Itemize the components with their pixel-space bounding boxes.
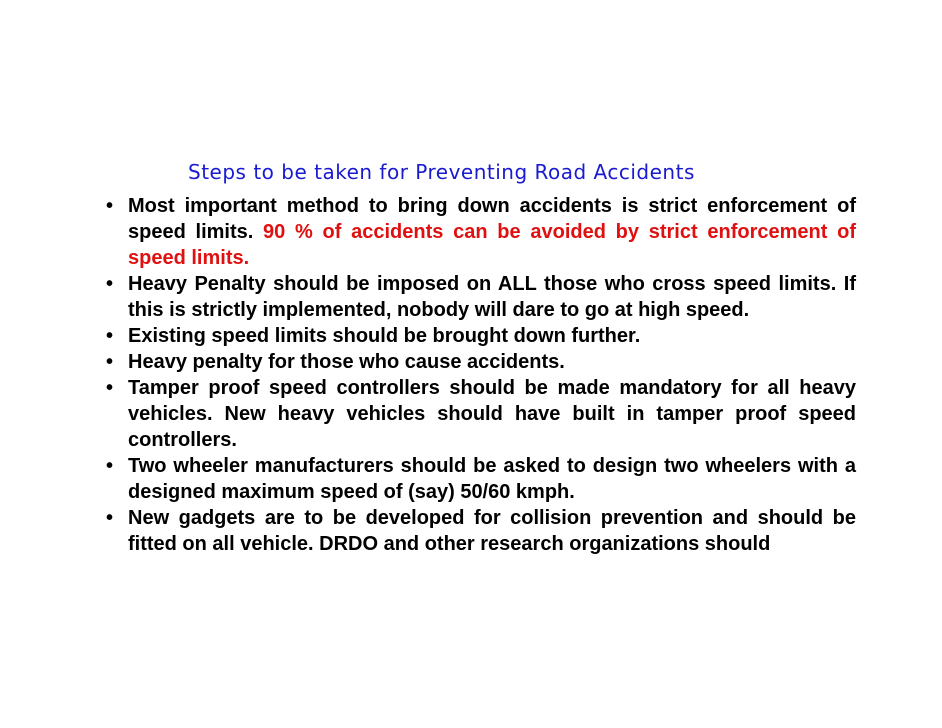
bullet-icon: •	[106, 507, 114, 529]
bullet-text: New gadgets are to be developed for collision prevention and should be fitted on all vehicle. DRDO and other research organizations should	[128, 507, 856, 555]
bullet-text: Most important method to bring down accidents is strict enforcement of speed limits.	[128, 195, 856, 243]
bullet-text: Heavy Penalty should be imposed on ALL those who cross speed limits. If this is strictly implemented, nobody will dare to go at high speed.	[128, 273, 856, 321]
bullet-text: Tamper proof speed controllers should be made mandatory for all heavy vehicles. New heavy vehicles should have built in tamper proof speed controllers.	[128, 377, 856, 451]
bullet-item-speed-limits	[100, 323, 856, 349]
bullet-item-accident-penalty	[100, 349, 856, 375]
bullet-item-collision-gadgets	[100, 505, 856, 557]
bullet-list	[100, 193, 856, 557]
bullet-item-penalty	[100, 271, 856, 323]
bullet-icon: •	[106, 455, 114, 477]
bullet-item-two-wheelers	[100, 453, 856, 505]
bullet-text: Two wheeler manufacturers should be asked to design two wheelers with a designed maximum speed of (say) 50/60 kmph.	[128, 455, 856, 503]
highlight-text: 90 % of accidents can be avoided by strict enforcement of speed limits.	[128, 221, 856, 269]
slide-title: Steps to be taken for Preventing Road Accidents	[188, 160, 695, 184]
bullet-text: Heavy penalty for those who cause accidents.	[128, 351, 565, 373]
bullet-icon: •	[106, 377, 114, 399]
bullet-item-speed-controllers	[100, 375, 856, 453]
bullet-item-enforcement	[100, 193, 856, 271]
bullet-icon: •	[106, 195, 114, 217]
bullet-text: Existing speed limits should be brought down further.	[128, 325, 641, 347]
bullet-icon: •	[106, 351, 114, 373]
bullet-icon: •	[106, 325, 114, 347]
bullet-icon: •	[106, 273, 114, 295]
